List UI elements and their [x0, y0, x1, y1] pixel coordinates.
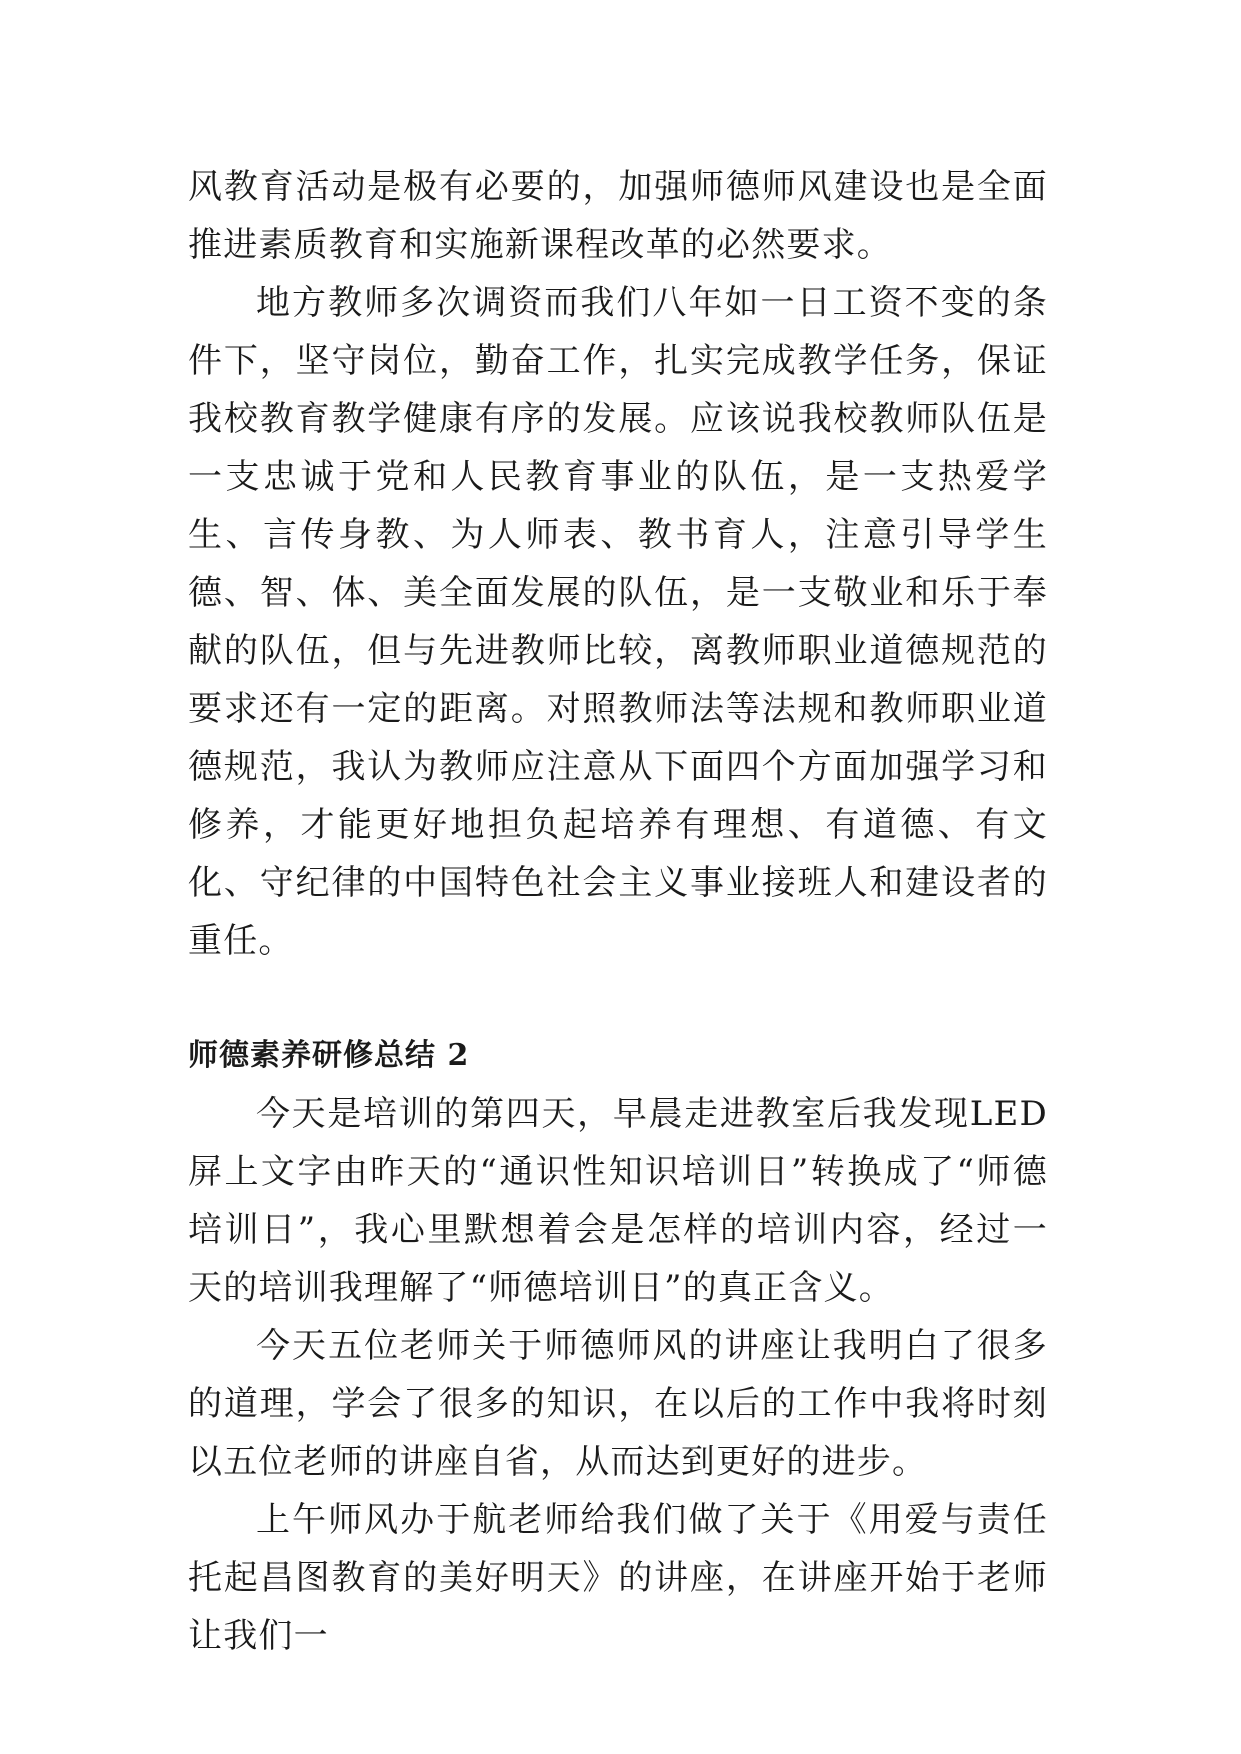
paragraph-five-teachers: 今天五位老师关于师德师风的讲座让我明白了很多的道理，学会了很多的知识，在以后的工作中我将时刻以五位老师的讲座自省，从而达到更好的进步。 — [188, 1326, 1048, 1482]
section-heading: 师德素养研修总结 2 — [188, 1038, 470, 1073]
paragraph-training-day: 今天是培训的第四天，早晨走进教室后我发现LED屏上文字由昨天的“通识性知识培训日”转换成了“师德培训日”，我心里默想着会是怎样的培训内容，经过一天的培训我理解了“师德培训日”的真正含义。 — [188, 1094, 1048, 1308]
paragraph-morning-lecture: 上午师风办于航老师给我们做了关于《用爱与责任托起昌图教育的美好明天》的讲座，在讲座开始于老师让我们一 — [188, 1500, 1048, 1656]
document-body — [188, 158, 1048, 1665]
paragraph-teacher-team: 地方教师多次调资而我们八年如一日工资不变的条件下，坚守岗位，勤奋工作，扎实完成教学任务，保证我校教育教学健康有序的发展。应该说我校教师队伍是一支忠诚于党和人民教育事业的队伍，是一支热爱学生、言传身教、为人师表、教书育人，注意引导学生德、智、体、美全面发展的队伍，是一支敬业和乐于奉献的队伍，但与先进教师比较，离教师职业道德规范的要求还有一定的距离。对照教师法等法规和教师职业道德规范，我认为教师应注意从下面四个方面加强学习和修养，才能更好地担负起培养有理想、有道德、有文化、守纪律的中国特色社会主义事业接班人和建设者的重任。 — [188, 283, 1048, 961]
paragraph-continuation: 风教育活动是极有必要的，加强师德师风建设也是全面推进素质教育和实施新课程改革的必然要求。 — [188, 167, 1048, 265]
